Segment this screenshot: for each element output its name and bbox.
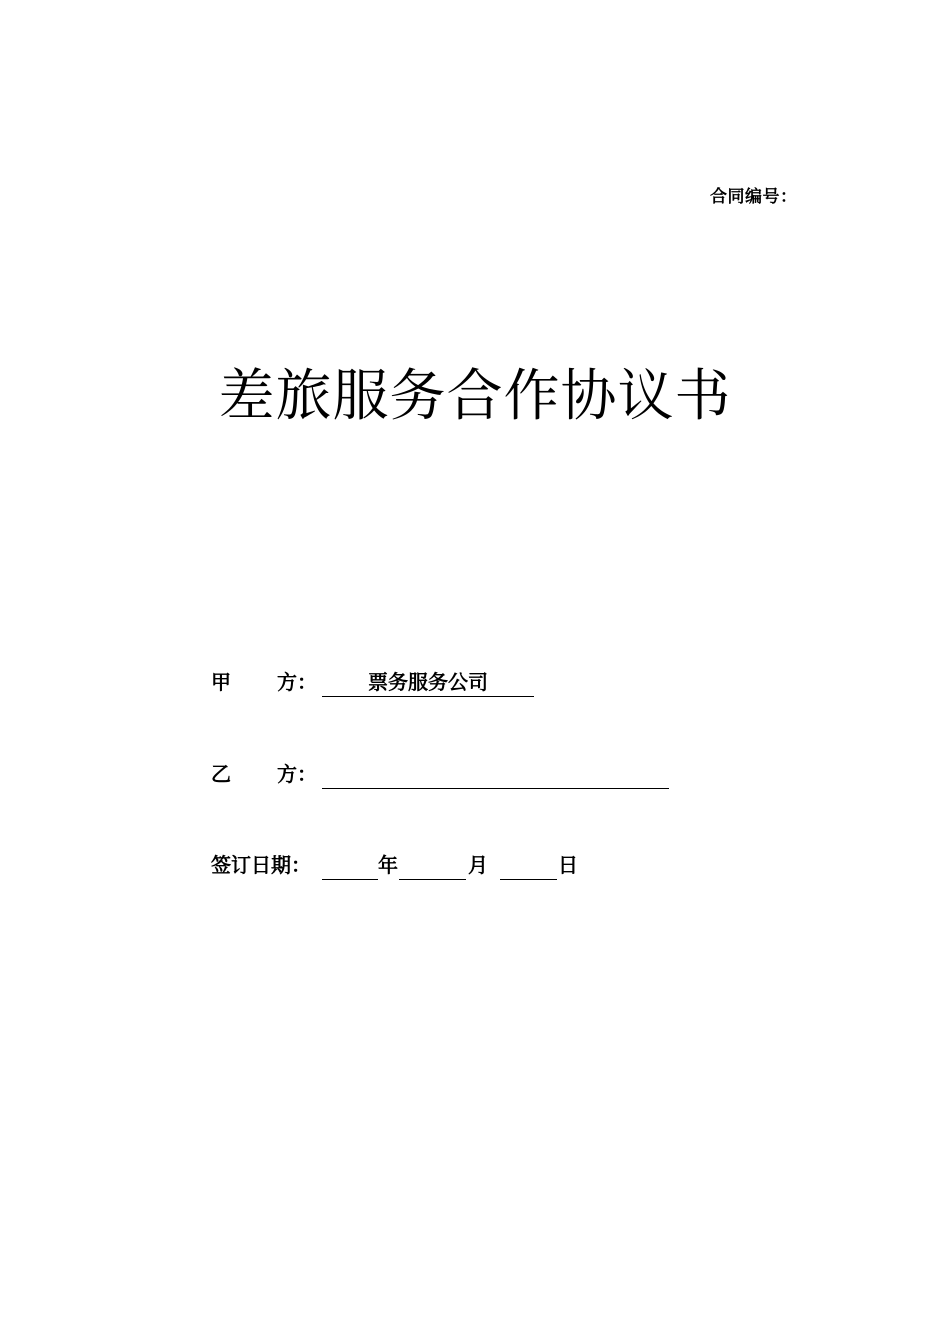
contract-number-label: 合同编号： xyxy=(710,187,798,207)
signing-date-label: 签订日期： xyxy=(211,853,311,877)
signing-day-blank xyxy=(500,850,557,880)
signing-month-blank xyxy=(399,850,466,880)
party-b-label-first: 乙 xyxy=(211,762,231,786)
signing-day-unit: 日 xyxy=(558,853,578,877)
signing-month-unit: 月 xyxy=(468,853,488,877)
signing-year-blank xyxy=(322,850,378,880)
party-b-blank-line xyxy=(322,759,669,789)
party-b-label-second: 方： xyxy=(277,762,317,786)
party-a-label-first: 甲 xyxy=(211,670,231,694)
signing-year-unit: 年 xyxy=(378,853,398,877)
party-a-value: 票务服务公司 xyxy=(368,670,488,694)
party-a-label-second: 方： xyxy=(277,670,317,694)
document-title: 差旅服务合作协议书 xyxy=(218,364,732,429)
